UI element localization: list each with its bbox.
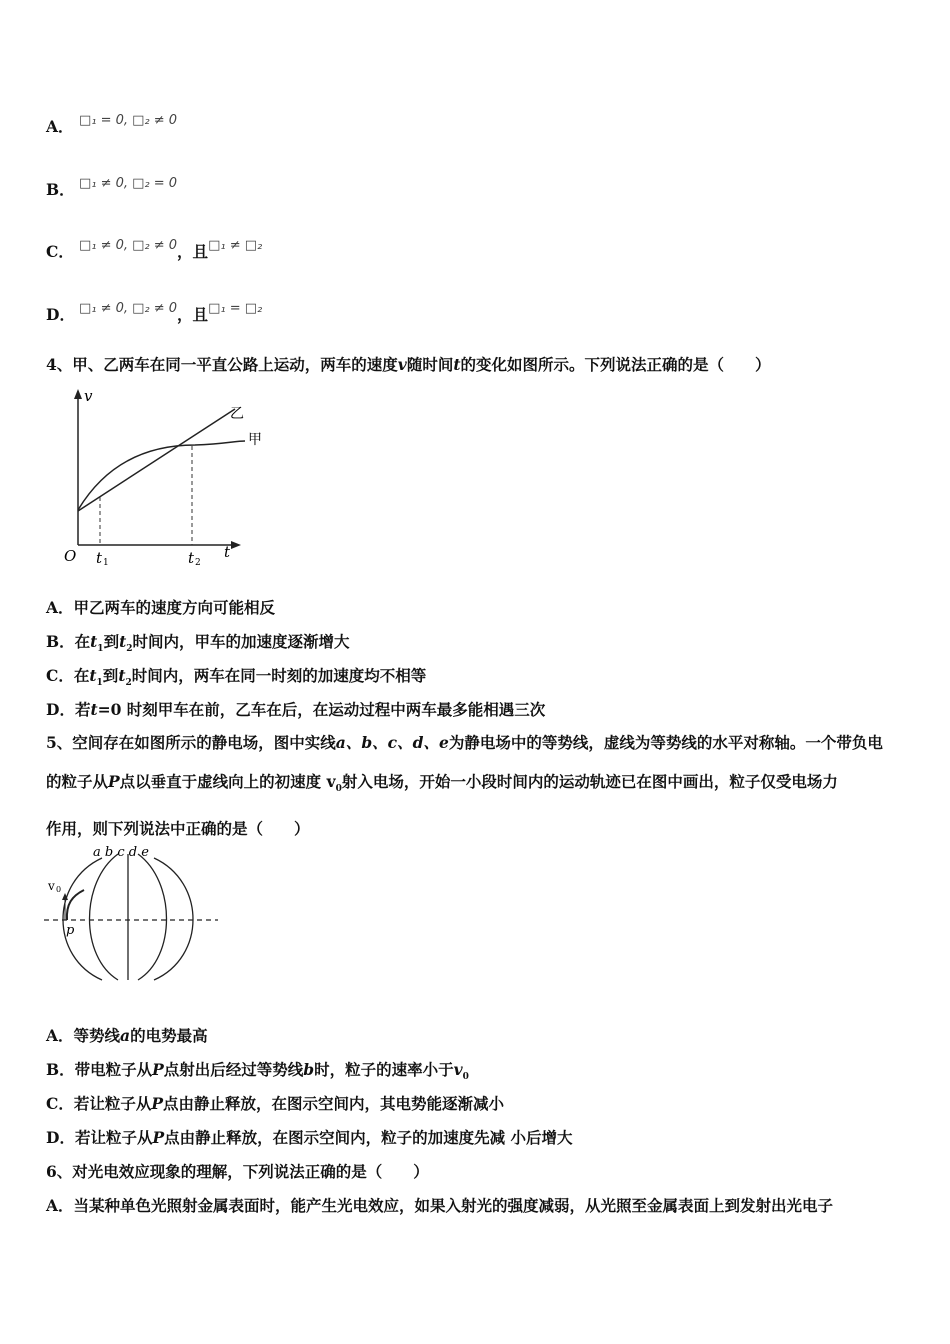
var-p: P <box>152 1060 164 1079</box>
t2-label: t <box>188 549 195 567</box>
stem-text: 的粒子从 <box>46 772 109 791</box>
option-text: 甲乙两车的速度方向可能相反 <box>73 598 276 617</box>
q5-line-2 <box>46 762 906 809</box>
letters: a、b、c、d、e <box>335 733 449 752</box>
equipotential-a <box>63 858 102 980</box>
stem-text: 的变化如图所示。下列说法正确的是（ ） <box>460 355 771 374</box>
option-text: 时间内，两车在同一时刻的加速度均不相等 <box>131 666 427 685</box>
var-p: P <box>152 1128 165 1147</box>
q3-option-a[interactable] <box>46 115 177 137</box>
var-a: a <box>120 1026 131 1045</box>
v0-label: v <box>48 879 55 893</box>
q5-option-d[interactable] <box>46 1126 573 1148</box>
q5-field-figure <box>40 842 230 982</box>
origin-label: O <box>64 547 77 565</box>
var-b: b <box>303 1060 315 1079</box>
option-text: 当某种单色光照射金属表面时，能产生光电效应，如果入射光的强度减弱，从光照至金属表面上到发射出光电子 <box>73 1196 834 1215</box>
var-v: v <box>453 1060 463 1079</box>
q5-option-b[interactable] <box>46 1058 469 1082</box>
option-label: D． <box>46 700 75 719</box>
option-text: 点射出后经过等势线 <box>163 1060 304 1079</box>
option-label: A． <box>46 1196 74 1215</box>
t1-label: t <box>96 549 103 567</box>
option-label: B． <box>46 632 75 651</box>
connector-text: ，且 <box>177 305 209 324</box>
t1-subscript: 1 <box>103 558 109 568</box>
q4-stem <box>46 353 771 375</box>
var-t1: t <box>89 666 97 685</box>
q3-option-b[interactable] <box>46 178 177 200</box>
formula: □₁ ≠ 0, □₂ ≠ 0 <box>78 301 178 316</box>
var-t2: t <box>119 632 127 651</box>
option-label: A． <box>46 1026 74 1045</box>
q5-line-1 <box>46 723 906 762</box>
v0-subscript: 0 <box>56 885 62 894</box>
q5-option-c[interactable] <box>46 1092 504 1114</box>
formula: □₁ = 0, □₂ ≠ 0 <box>78 113 178 128</box>
option-text: 在 <box>74 632 91 651</box>
option-label: C． <box>46 666 74 685</box>
subscript: 0 <box>335 784 342 795</box>
option-text: =0 时刻甲车在前，乙车在后，在运动过程中两车最多能相遇三次 <box>97 700 546 719</box>
curve-jia <box>78 441 245 510</box>
stem-text: 4、甲、乙两车在同一平直公路上运动，两车的速度 <box>46 355 398 374</box>
subscript: 2 <box>126 644 133 655</box>
stem-text: 点以垂直于虚线向上的初速度 v <box>119 772 336 791</box>
var-p: P <box>151 1094 164 1113</box>
option-label: B． <box>46 1060 75 1079</box>
option-label: A． <box>46 117 74 136</box>
line-yi <box>78 409 235 511</box>
trajectory <box>67 890 84 920</box>
formula: □₁ ≠ □₂ <box>208 238 263 253</box>
subscript: 0 <box>462 1072 469 1083</box>
option-text: 若 <box>74 700 91 719</box>
x-axis-label: t <box>224 543 231 561</box>
var-t1: t <box>90 632 98 651</box>
x-axis-arrow <box>231 541 241 549</box>
q4-option-a[interactable] <box>46 596 275 618</box>
option-label: D． <box>46 1128 75 1147</box>
option-label: A． <box>46 598 74 617</box>
q3-option-c[interactable] <box>46 240 262 262</box>
option-text: 等势线 <box>73 1026 121 1045</box>
var-t: t <box>453 355 461 374</box>
q5-option-a[interactable] <box>46 1024 208 1046</box>
stem-text: 作用，则下列说法中正确的是（ ） <box>46 819 310 839</box>
option-text: 点由静止释放，在图示空间内，粒子的加速度先减 小后增大 <box>164 1128 573 1147</box>
q6-stem <box>46 1160 429 1182</box>
option-label: D． <box>46 305 75 324</box>
q4-vt-graph <box>60 385 280 575</box>
var-v: v <box>397 355 407 374</box>
option-label: C． <box>46 242 74 261</box>
y-axis-label: v <box>84 387 93 405</box>
q4-option-c[interactable] <box>46 664 426 688</box>
t2-subscript: 2 <box>195 558 201 568</box>
option-text: 时，粒子的速率小于 <box>314 1060 454 1079</box>
y-axis-arrow <box>74 389 82 399</box>
q4-option-d[interactable] <box>46 698 545 720</box>
option-text: 到 <box>102 666 119 685</box>
q4-option-b[interactable] <box>46 630 350 654</box>
var-t2: t <box>118 666 126 685</box>
option-text: 带电粒子从 <box>74 1060 153 1079</box>
option-text: 到 <box>103 632 120 651</box>
curve-jia-label: 甲 <box>248 432 262 448</box>
var-p: P <box>108 772 120 791</box>
var-t: t <box>90 700 98 719</box>
q5-stem <box>46 723 906 848</box>
p-label: p <box>66 923 75 938</box>
equipotential-b <box>90 854 119 980</box>
option-text: 在 <box>73 666 90 685</box>
option-text: 若让粒子从 <box>74 1128 153 1147</box>
option-text: 点由静止释放，在图示空间内，其电势能逐渐减小 <box>163 1094 505 1113</box>
stem-text: 为静电场中的等势线，虚线为等势线的水平对称轴。一个带负电 <box>448 733 883 752</box>
formula: □₁ ≠ 0, □₂ = 0 <box>78 176 178 191</box>
equipotential-e <box>154 858 193 980</box>
option-text: 若让粒子从 <box>73 1094 152 1113</box>
stem-text: 随时间 <box>406 355 454 374</box>
option-text: 时间内，甲车的加速度逐渐增大 <box>132 632 350 651</box>
option-label: B． <box>46 180 75 199</box>
curve-yi-label: 乙 <box>230 406 244 422</box>
equipotential-d <box>138 854 167 980</box>
subscript: 2 <box>125 678 132 689</box>
stem-text: 6、对光电效应现象的理解，下列说法正确的是（ ） <box>46 1162 429 1181</box>
q6-option-a[interactable] <box>46 1194 833 1216</box>
q3-option-d[interactable] <box>46 303 262 325</box>
option-label: C． <box>46 1094 74 1113</box>
formula: □₁ ≠ 0, □₂ ≠ 0 <box>78 238 178 253</box>
subscript: 1 <box>96 678 103 689</box>
stem-text: 射入电场，开始一小段时间内的运动轨迹已在图中画出，粒子仅受电场力 <box>341 772 838 791</box>
line-labels: a b c d e <box>93 845 149 860</box>
connector-text: ，且 <box>177 242 209 261</box>
formula: □₁ = □₂ <box>208 301 263 316</box>
option-text: 的电势最高 <box>130 1026 208 1045</box>
subscript: 1 <box>97 644 104 655</box>
stem-text: 5、空间存在如图所示的静电场，图中实线 <box>46 733 336 752</box>
